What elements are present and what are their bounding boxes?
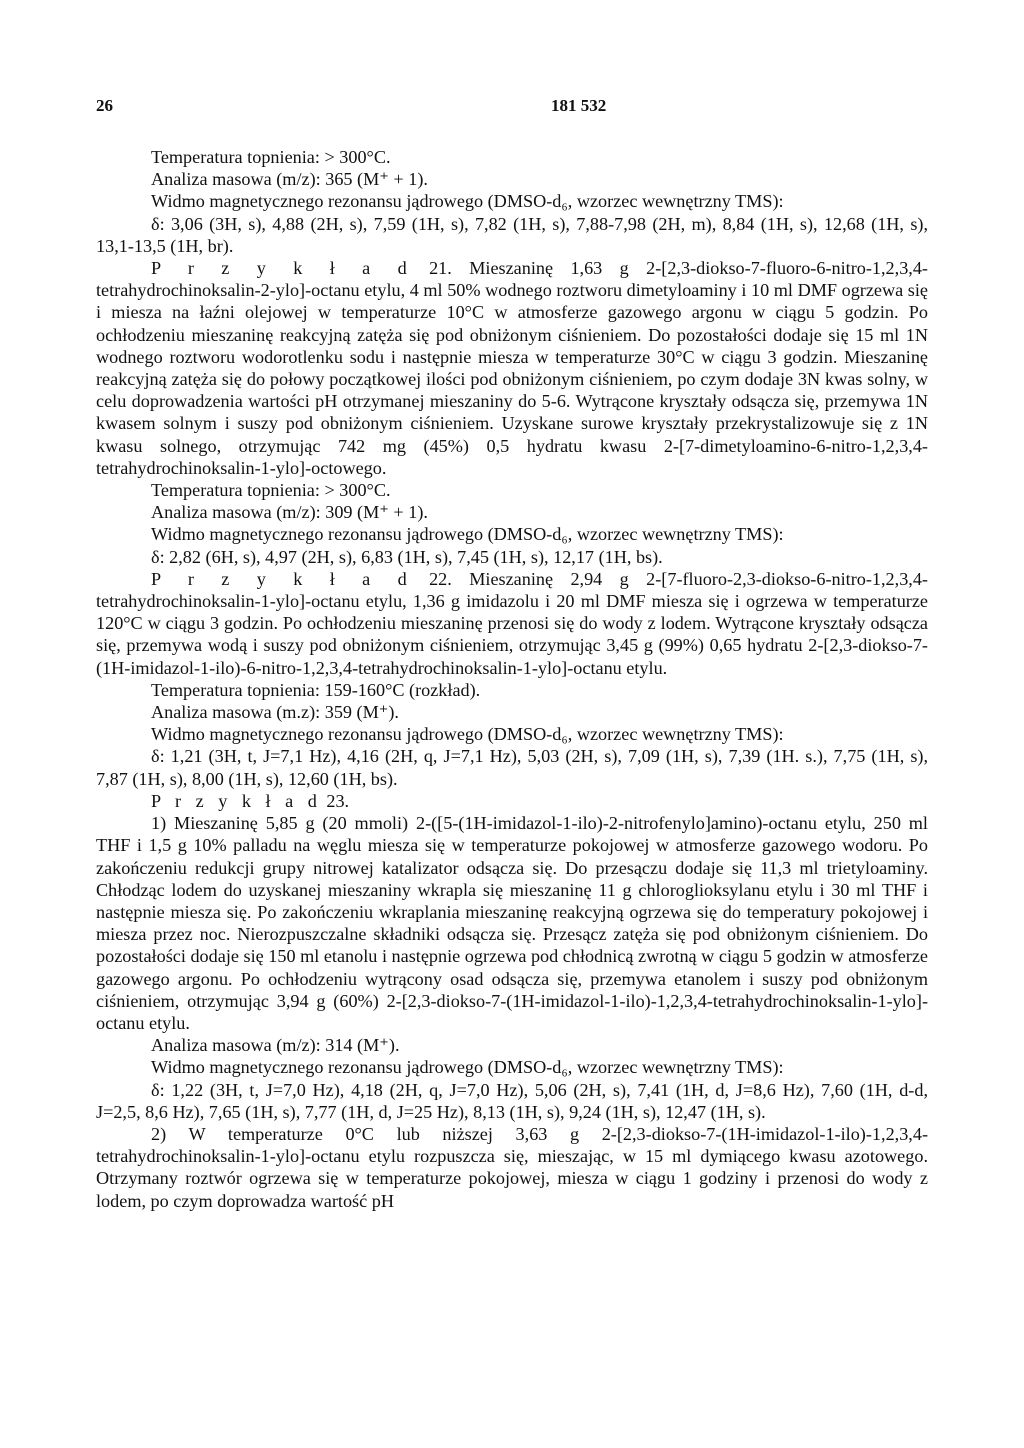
paragraph-text: 1) Mieszaninę 5,85 g (20 mmoli) 2-([5-(1H-imidazol-1-ilo)-2-nitrofenylo]amino)-octanu etylu, 250 ml THF i 1,5 g 10% palladu na węglu miesza się w temperaturze pokojowej w atmosferze gazowego wodoru. Po zakończeniu redukcji grupy nitrowej katalizator odsącza się. Do przesączu dodaje się 11,3 ml trietyloaminy. Chłodząc lodem do uzyskanej mieszaniny wkrapla się mieszaninę 11 g chloroglioksylanu etylu i 30 ml THF i następnie miesza się. Po zakończeniu wkraplania mieszaninę reakcyjną ogrzewa się do temperatury pokojowej i miesza przez noc. Nierozpuszczalne składniki odsącza się. Przesącz zatęża się pod obniżonym ciśnieniem. Do pozostałości dodaje się 150 ml etanolu i następnie ogrzewa pod chłodnicą zwrotną w ciągu 5 godzin w atmosferze gazowego argonu. Po ochłodzeniu wytrącony osad odsącza się, przemywa etanolem i suszy pod obniżonym ciśnieniem, otrzymując 3,94 g (60%) 2-[2,3-diokso-7-(1H-imidazol-1-ilo)-1,2,3,4-tetrahydrochinoksalin-1-ylo]-octanu etylu. <box>96 813 928 1033</box>
paragraph-text: 22. Mieszaninę 2,94 g 2-[7-fluoro-2,3-diokso-6-nitro-1,2,3,4-tetrahydrochinoksalin-1-ylo]-octanu etylu, 1,36 g imidazolu i 20 ml DMF miesza się i ogrzewa w temperaturze 120°C w ciągu 3 godzin. Po ochłodzeniu mieszaninę przenosi się do wody z lodem. Wytrącone kryształy odsącza się, przemywa wodą i suszy pod obniżonym ciśnieniem, otrzymując 3,45 g (99%) 0,65 hydratu 2-[2,3-diokso-7-(1H-imidazol-1-ilo)-6-nitro-1,2,3,4-tetrahydrochinoksalin-1-ylo]-octanu etylu. <box>96 568 928 678</box>
example-paragraph <box>96 568 928 679</box>
text-paragraph <box>96 501 928 523</box>
text-paragraph <box>96 701 928 723</box>
paragraph-text: Widmo magnetycznego rezonansu jądrowego (DMSO-d₆, wzorzec wewnętrzny TMS): <box>151 1057 784 1078</box>
text-paragraph <box>96 1056 928 1078</box>
text-paragraph <box>96 1034 928 1056</box>
text-paragraph <box>96 723 928 745</box>
paragraph-text: Widmo magnetycznego rezonansu jądrowego (DMSO-d₆, wzorzec wewnętrzny TMS): <box>151 524 784 545</box>
text-paragraph <box>96 812 928 1034</box>
text-paragraph <box>96 190 928 212</box>
example-label: P r z y k ł a d <box>151 568 412 589</box>
example-label: P r z y k ł a d <box>151 258 412 279</box>
nmr-shift-paragraph <box>96 745 928 789</box>
paragraph-text: Analiza masowa (m/z): 314 (M⁺). <box>151 1035 400 1056</box>
example-label: P r z y k ł a d <box>151 790 322 811</box>
paragraph-text: Analiza masowa (m/z): 365 (M⁺ + 1). <box>151 169 428 190</box>
paragraph-text: 21. Mieszaninę 1,63 g 2-[2,3-diokso-7-fluoro-6-nitro-1,2,3,4-tetrahydrochinoksalin-2-ylo]-octanu etylu, 4 ml 50% wodnego roztworu dimetyloaminy i 10 ml DMF ogrzewa się i miesza na łaźni olejowej w temperaturze 10°C w atmosferze gazowego argonu w ciągu 5 godzin. Po ochłodzeniu mieszaninę reakcyjną zatęża się pod obniżonym ciśnieniem. Do pozostałości dodaje się 15 ml 1N wodnego roztworu wodorotlenku sodu i następnie miesza w temperaturze 30°C w ciągu 3 godzin. Mieszaninę reakcyjną zatęża się do połowy początkowej ilości pod obniżonym ciśnieniem, po czym dodaje 3N kwas solny, w celu doprowadzenia wartości pH otrzymanej mieszaniny do 5-6. Wytrącone kryształy odsącza się, przemywa 1N kwasem solnym i suszy pod obniżonym ciśnieniem. Uzyskane surowe kryształy przekrystalizowuje się z 1N kwasu solnego, otrzymując 742 mg (45%) 0,5 hydratu kwasu 2-[7-dimetyloamino-6-nitro-1,2,3,4-tetrahydrochinoksalin-1-ylo]-octowego. <box>96 258 928 478</box>
patent-number: 181 532 <box>551 96 607 115</box>
text-paragraph <box>96 168 928 190</box>
paragraph-text: 23. <box>321 790 350 811</box>
paragraph-text: δ: 3,06 (3H, s), 4,88 (2H, s), 7,59 (1H, s), 7,82 (1H, s), 7,88-7,98 (2H, m), 8,84 (1H, s), 12,68 (1H, s), 13,1-13,5 (1H, br). <box>96 213 928 256</box>
paragraph-text: Widmo magnetycznego rezonansu jądrowego (DMSO-d₆, wzorzec wewnętrzny TMS): <box>151 724 784 745</box>
example-paragraph <box>96 257 928 479</box>
paragraph-text: Temperatura topnienia: > 300°C. <box>151 480 391 501</box>
paragraph-text: 2) W temperaturze 0°C lub niższej 3,63 g 2-[2,3-diokso-7-(1H-imidazol-1-ilo)-1,2,3,4-tetrahydrochinoksalin-1-ylo]-octanu etylu rozpuszcza się, mieszając, w 15 ml dymiącego kwasu azotowego. Otrzymany roztwór ogrzewa się w temperaturze pokojowej, miesza w ciągu 1 godziny i przenosi do wody z lodem, po czym doprowadza wartość pH <box>96 1123 928 1211</box>
paragraph-text: Temperatura topnienia: 159-160°C (rozkład). <box>151 679 481 700</box>
paragraph-text: δ: 1,22 (3H, t, J=7,0 Hz), 4,18 (2H, q, J=7,0 Hz), 5,06 (2H, s), 7,41 (1H, d, J=8,6 Hz), 7,60 (1H, d-d, J=2,5, 8,6 Hz), 7,65 (1H, s), 7,77 (1H, d, J=25 Hz), 8,13 (1H, s), 9,24 (1H, s), 12,47 (1H, s). <box>96 1079 928 1122</box>
text-paragraph <box>96 479 928 501</box>
page-number: 26 <box>96 96 113 115</box>
text-paragraph <box>96 679 928 701</box>
example-paragraph <box>96 790 928 812</box>
nmr-shift-paragraph <box>96 546 928 568</box>
paragraph-text: Analiza masowa (m.z): 359 (M⁺). <box>151 702 399 723</box>
text-paragraph <box>96 1123 928 1212</box>
document-body <box>96 146 928 1212</box>
paragraph-text: Analiza masowa (m/z): 309 (M⁺ + 1). <box>151 502 428 523</box>
paragraph-text: δ: 1,21 (3H, t, J=7,1 Hz), 4,16 (2H, q, J=7,1 Hz), 5,03 (2H, s), 7,09 (1H, s), 7,39 (1H. s.), 7,75 (1H, s), 7,87 (1H, s), 8,00 (1H, s), 12,60 (1H, bs). <box>96 746 928 789</box>
nmr-shift-paragraph <box>96 1079 928 1123</box>
nmr-shift-paragraph <box>96 213 928 257</box>
page-header <box>96 95 926 119</box>
paragraph-text: δ: 2,82 (6H, s), 4,97 (2H, s), 6,83 (1H, s), 7,45 (1H, s), 12,17 (1H, bs). <box>151 546 663 567</box>
paragraph-text: Widmo magnetycznego rezonansu jądrowego (DMSO-d₆, wzorzec wewnętrzny TMS): <box>151 191 784 212</box>
text-paragraph <box>96 146 928 168</box>
text-paragraph <box>96 523 928 545</box>
paragraph-text: Temperatura topnienia: > 300°C. <box>151 147 391 167</box>
